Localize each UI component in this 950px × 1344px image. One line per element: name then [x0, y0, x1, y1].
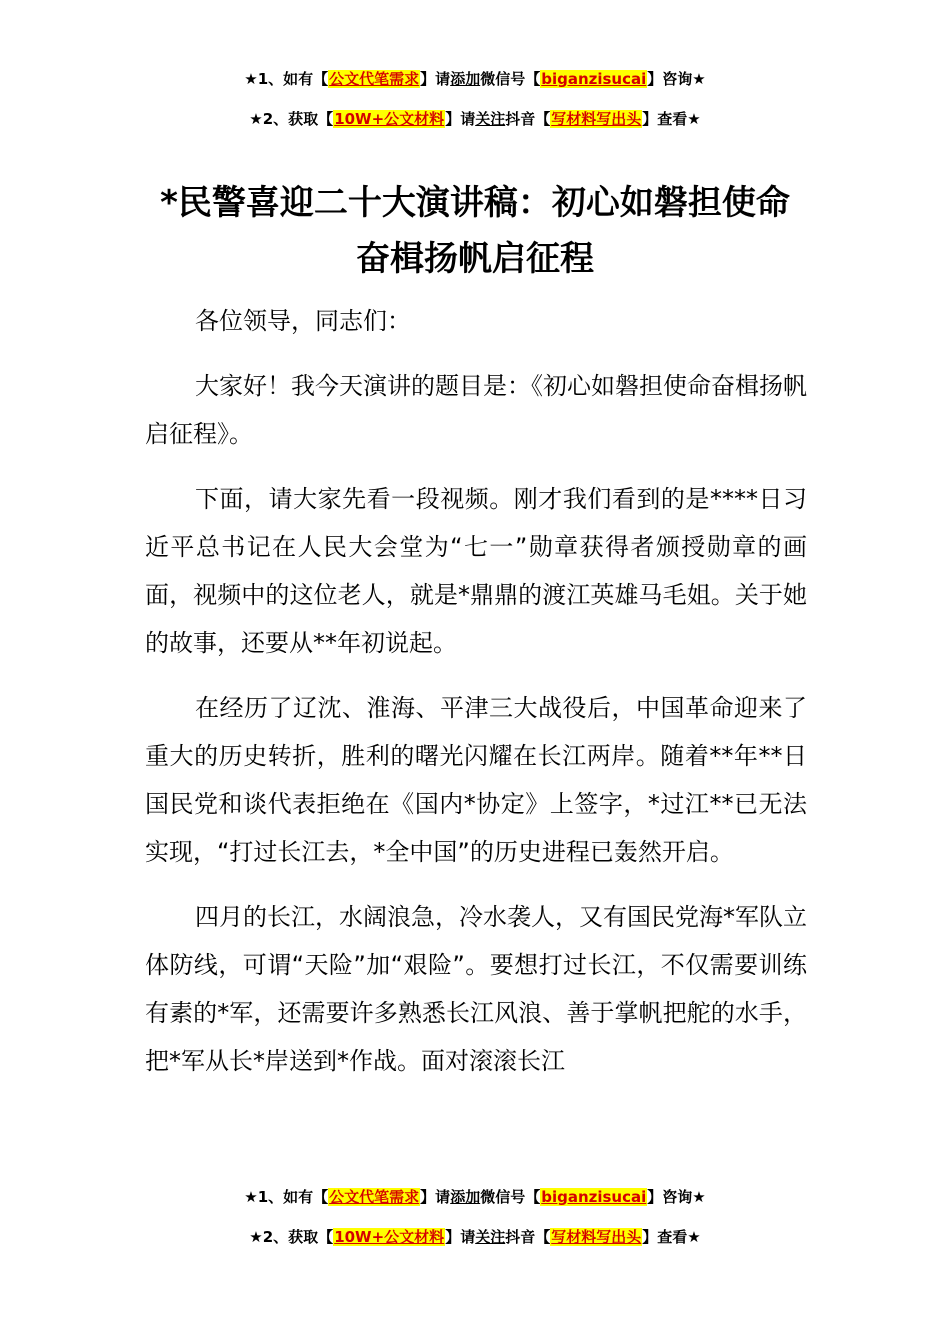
paragraph-salutation: 各位领导，同志们：: [195, 307, 411, 335]
banner-text: 】请: [420, 70, 451, 88]
banner-text: 抖音【: [505, 1228, 551, 1246]
title-line-1: *民警喜迎二十大演讲稿：初心如磐担使命: [160, 183, 790, 223]
title-line-2: 奋楫扬帆启征程: [356, 239, 594, 279]
banner-underline-text: 关注: [475, 110, 506, 128]
banner-text: 】请: [445, 1228, 476, 1246]
document-title: [100, 175, 850, 287]
footer-banner: [0, 1177, 950, 1257]
highlight-service: 公文代笔需求: [329, 1188, 420, 1206]
banner-text: ★2、获取【: [249, 1228, 334, 1246]
banner-text: 】咨询★: [647, 1188, 706, 1206]
highlight-materials: 10W+公文材料: [334, 110, 445, 128]
highlight-service: 公文代笔需求: [329, 70, 420, 88]
highlight-wechat-id: biganzisucai: [541, 70, 647, 88]
banner-underline-text: 关注: [475, 1228, 506, 1246]
banner-underline-text: 添加: [450, 70, 481, 88]
banner-text: 】请: [420, 1188, 451, 1206]
banner-text: 微信号【: [480, 70, 541, 88]
banner-line-1: [0, 59, 950, 99]
banner-text: 】查看★: [642, 1228, 701, 1246]
banner-text: 】查看★: [642, 110, 701, 128]
paragraph: 下面，请大家先看一段视频。刚才我们看到的是****日习近平总书记在人民大会堂为“七一”勋章获得者颁授勋章的画面，视频中的这位老人，就是*鼎鼎的渡江英雄马毛姐。关于她的故事，还要从**年初说起。: [145, 485, 807, 657]
banner-text: 微信号【: [480, 1188, 541, 1206]
document-body: [145, 297, 807, 1102]
highlight-douyin-id: 写材料写出头: [551, 1228, 642, 1246]
paragraph: 大家好！我今天演讲的题目是：《初心如磐担使命奋楫扬帆启征程》。: [145, 372, 807, 448]
banner-line-2: [0, 99, 950, 139]
paragraph: 四月的长江，水阔浪急，冷水袭人，又有国民党海*军队立体防线，可谓“天险”加“艰险”。要想打过长江，不仅需要训练有素的*军，还需要许多熟悉长江风浪、善于掌帆把舵的水手，把*军从长*岸送到*作战。面对滚滚长江: [145, 903, 807, 1075]
paragraph: 在经历了辽沈、淮海、平津三大战役后，中国革命迎来了重大的历史转折，胜利的曙光闪耀在长江两岸。随着**年**日国民党和谈代表拒绝在《国内*协定》上签字，*过江**已无法实现，“打过长江去，*全中国”的历史进程已轰然开启。: [145, 694, 807, 866]
highlight-douyin-id: 写材料写出头: [551, 110, 642, 128]
banner-text: ★2、获取【: [249, 110, 334, 128]
banner-line-2: [0, 1217, 950, 1257]
banner-text: ★1、如有【: [244, 1188, 329, 1206]
banner-text: 】咨询★: [647, 70, 706, 88]
banner-text: ★1、如有【: [244, 70, 329, 88]
banner-underline-text: 添加: [450, 1188, 481, 1206]
highlight-materials: 10W+公文材料: [334, 1228, 445, 1246]
highlight-wechat-id: biganzisucai: [541, 1188, 647, 1206]
banner-text: 】请: [445, 110, 476, 128]
banner-line-1: [0, 1177, 950, 1217]
header-banner: [0, 59, 950, 139]
banner-text: 抖音【: [505, 110, 551, 128]
